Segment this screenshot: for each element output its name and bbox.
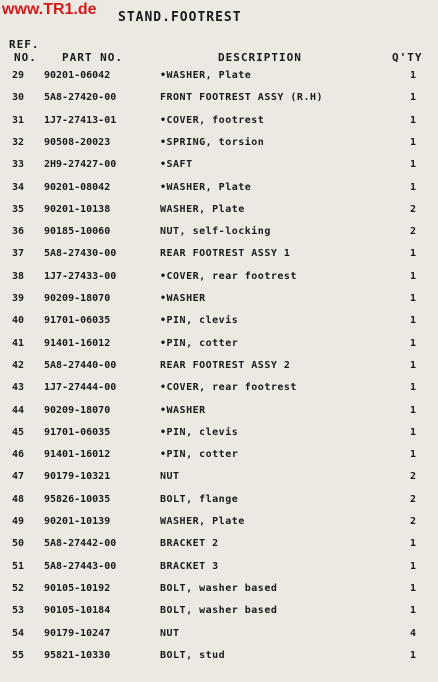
- quantity: 2: [410, 493, 417, 505]
- part-number: 90508-20023: [44, 136, 111, 148]
- part-description: •COVER, rear footrest: [160, 382, 297, 394]
- part-number: 5A8-27443-00: [44, 560, 117, 572]
- ref-number: 51: [12, 560, 25, 572]
- quantity: 1: [410, 449, 417, 461]
- part-number: 1J7-27444-00: [44, 382, 117, 394]
- part-description: REAR FOOTREST ASSY 1: [160, 248, 291, 260]
- part-description: •COVER, footrest: [160, 114, 265, 126]
- part-description: •PIN, cotter: [160, 449, 239, 461]
- table-row: [0, 248, 438, 270]
- ref-number: 52: [12, 582, 25, 594]
- ref-number: 45: [12, 426, 25, 438]
- ref-number: 34: [12, 181, 25, 193]
- table-row: [0, 159, 438, 181]
- quantity: 1: [410, 426, 417, 438]
- ref-number: 42: [12, 359, 25, 371]
- ref-number: 55: [12, 649, 25, 661]
- part-number: 91401-16012: [44, 337, 111, 349]
- quantity: 4: [410, 627, 417, 639]
- part-number: 90201-06042: [44, 70, 111, 81]
- part-number: 91701-06035: [44, 426, 111, 438]
- quantity: 1: [410, 270, 417, 282]
- part-description: •SAFT: [160, 159, 193, 171]
- ref-number: 46: [12, 449, 25, 461]
- part-number: 90179-10321: [44, 471, 111, 483]
- table-row: [0, 449, 438, 471]
- figure-title: STAND.FOOTREST: [118, 10, 242, 25]
- part-number: 5A8-27440-00: [44, 359, 117, 371]
- ref-number: 39: [12, 293, 25, 304]
- ref-number: 54: [12, 627, 25, 639]
- table-row: [0, 650, 438, 672]
- table-row: [0, 516, 438, 538]
- table-row: [0, 405, 438, 427]
- ref-number: 43: [12, 382, 25, 394]
- table-row: [0, 92, 438, 114]
- part-number: 1J7-27413-01: [44, 114, 117, 126]
- part-number: 90179-10247: [44, 627, 111, 639]
- ref-number: 30: [12, 92, 25, 104]
- table-row: [0, 471, 438, 493]
- table-row: [0, 427, 438, 449]
- quantity: 1: [410, 114, 417, 126]
- ref-number: 36: [12, 226, 25, 238]
- quantity: 1: [410, 248, 417, 260]
- ref-number: 48: [12, 493, 25, 505]
- table-row: [0, 605, 438, 627]
- part-number: 1J7-27433-00: [44, 270, 117, 282]
- ref-number: 47: [12, 471, 25, 483]
- part-description: WASHER, Plate: [160, 203, 245, 215]
- table-row: [0, 137, 438, 159]
- table-row: [0, 293, 438, 315]
- part-description: •SPRING, torsion: [160, 136, 265, 148]
- ref-number: 53: [12, 605, 25, 617]
- quantity: 2: [410, 516, 417, 527]
- part-description: NUT: [160, 471, 180, 483]
- quantity: 1: [410, 582, 417, 594]
- part-number: 91401-16012: [44, 449, 111, 461]
- part-description: BOLT, flange: [160, 493, 239, 505]
- quantity: 2: [410, 226, 417, 238]
- part-number: 90201-10139: [44, 516, 111, 527]
- table-row: [0, 494, 438, 516]
- header-ref-line2: NO.: [14, 51, 37, 64]
- part-number: 5A8-27442-00: [44, 538, 117, 550]
- table-row: [0, 204, 438, 226]
- ref-number: 31: [12, 114, 25, 126]
- quantity: 1: [410, 293, 417, 304]
- part-number: 2H9-27427-00: [44, 159, 117, 171]
- ref-number: 44: [12, 404, 25, 416]
- quantity: 2: [410, 203, 417, 215]
- part-description: BOLT, washer based: [160, 605, 278, 617]
- ref-number: 35: [12, 203, 25, 215]
- table-row: [0, 628, 438, 650]
- table-row: [0, 271, 438, 293]
- part-number: 90105-10184: [44, 605, 111, 617]
- header-qty: Q'TY: [392, 51, 423, 64]
- ref-number: 49: [12, 516, 25, 527]
- ref-number: 37: [12, 248, 25, 260]
- part-description: •PIN, clevis: [160, 426, 239, 438]
- table-row: [0, 538, 438, 560]
- table-row: [0, 182, 438, 204]
- part-description: BRACKET 3: [160, 560, 219, 572]
- part-description: NUT, self-locking: [160, 226, 271, 238]
- quantity: 1: [410, 337, 417, 349]
- quantity: 2: [410, 471, 417, 483]
- quantity: 1: [410, 359, 417, 371]
- part-number: 90185-10060: [44, 226, 111, 238]
- part-number: 91701-06035: [44, 315, 111, 327]
- part-description: •WASHER, Plate: [160, 181, 252, 193]
- part-description: •WASHER, Plate: [160, 70, 252, 81]
- ref-number: 29: [12, 70, 25, 81]
- ref-number: 41: [12, 337, 25, 349]
- quantity: 1: [410, 159, 417, 171]
- part-description: •PIN, cotter: [160, 337, 239, 349]
- quantity: 1: [410, 605, 417, 617]
- table-row: [0, 70, 438, 92]
- part-number: 5A8-27430-00: [44, 248, 117, 260]
- table-row: [0, 115, 438, 137]
- table-row: [0, 583, 438, 605]
- ref-number: 33: [12, 159, 25, 171]
- header-ref-line1: REF.: [9, 38, 40, 51]
- quantity: 1: [410, 560, 417, 572]
- part-number: 90201-10138: [44, 203, 111, 215]
- part-description: •WASHER: [160, 293, 206, 304]
- quantity: 1: [410, 649, 417, 661]
- part-description: BOLT, washer based: [160, 582, 278, 594]
- part-number: 90201-08042: [44, 181, 111, 193]
- table-row: [0, 338, 438, 360]
- quantity: 1: [410, 538, 417, 550]
- part-description: BRACKET 2: [160, 538, 219, 550]
- part-number: 90209-18070: [44, 293, 111, 304]
- part-description: WASHER, Plate: [160, 516, 245, 527]
- ref-number: 50: [12, 538, 25, 550]
- part-description: NUT: [160, 627, 180, 639]
- quantity: 1: [410, 92, 417, 104]
- watermark-logo: www.TR1.de: [2, 1, 97, 18]
- header-description: DESCRIPTION: [218, 51, 302, 64]
- part-number: 5A8-27420-00: [44, 92, 117, 104]
- header-part-no: PART NO.: [62, 51, 123, 64]
- table-row: [0, 360, 438, 382]
- ref-number: 40: [12, 315, 25, 327]
- part-description: •PIN, clevis: [160, 315, 239, 327]
- quantity: 1: [410, 70, 417, 81]
- part-number: 95826-10035: [44, 493, 111, 505]
- quantity: 1: [410, 404, 417, 416]
- part-description: BOLT, stud: [160, 649, 226, 661]
- part-description: •WASHER: [160, 404, 206, 416]
- part-number: 90209-18070: [44, 404, 111, 416]
- part-description: REAR FOOTREST ASSY 2: [160, 359, 291, 371]
- quantity: 1: [410, 181, 417, 193]
- quantity: 1: [410, 136, 417, 148]
- part-description: •COVER, rear footrest: [160, 270, 297, 282]
- ref-number: 38: [12, 270, 25, 282]
- table-row: [0, 315, 438, 337]
- table-row: [0, 382, 438, 404]
- part-number: 95821-10330: [44, 649, 111, 661]
- ref-number: 32: [12, 136, 25, 148]
- part-description: FRONT FOOTREST ASSY (R.H): [160, 92, 324, 104]
- table-row: [0, 561, 438, 583]
- quantity: 1: [410, 315, 417, 327]
- table-row: [0, 226, 438, 248]
- quantity: 1: [410, 382, 417, 394]
- part-number: 90105-10192: [44, 582, 111, 594]
